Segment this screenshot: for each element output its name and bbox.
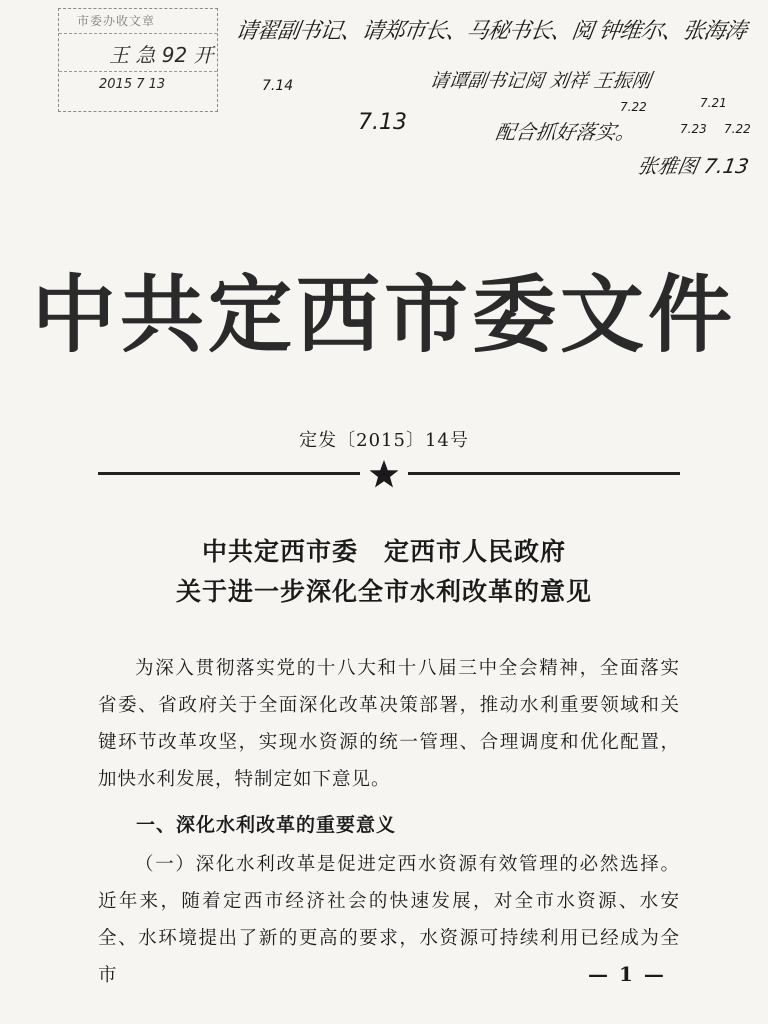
body-paragraph-1: 为深入贯彻落实党的十八大和十八届三中全会精神，全面落实省委、省政府关于全面深化改革决策部署，推动水利重要领域和关键环节改革攻坚，实现水资源的统一管理、合理调度和优化配置，加快水利发展，特制定如下意见。: [98, 658, 680, 790]
handwritten-date-5: 7.22: [724, 122, 751, 136]
handwritten-date-2: 7.13: [358, 110, 407, 135]
handwritten-line-1: 请翟副书记、请郑市长、马秘书长、阅 钟维尔、张海涛: [233, 19, 748, 44]
page-number: — 1 —: [588, 962, 666, 986]
body-paragraph-2: （一）深化水利改革是促进定西水资源有效管理的必然选择。近年来，随着定西市经济社会的快速发展，对全市水资源、水安全、水环境提出了新的更高的要求，水资源可持续利用已经成为全市: [98, 854, 680, 986]
handwritten-notes: [0, 0, 768, 200]
stamp-date: 2015 7 13: [99, 77, 166, 92]
handwritten-date-6: 7.21: [700, 96, 727, 110]
handwritten-date-3: 7.22: [620, 100, 647, 114]
star-icon: [368, 458, 400, 490]
handwritten-date-4: 7.23: [680, 122, 707, 136]
document-number: 定发〔2015〕14号: [299, 430, 469, 451]
handwritten-line-2: 请谭副书记阅 刘祥 王振刚: [428, 70, 653, 92]
handwritten-date-1: 7.14: [262, 78, 294, 94]
handwritten-signature: 张雅图 7.13: [635, 154, 751, 178]
document-title: 中共定西市委文件: [31, 266, 736, 364]
separator-left: [98, 472, 360, 475]
section-heading-1: 一、深化水利改革的重要意义: [136, 814, 397, 836]
subtitle-line-2: 关于进一步深化全市水利改革的意见: [175, 577, 592, 606]
separator-right: [408, 472, 680, 475]
stamp-number: 王 急 92 开: [109, 43, 214, 67]
handwritten-line-3: 配合抓好落实。: [494, 120, 638, 144]
subtitle-line-1: 中共定西市委 定西市人民政府: [201, 537, 566, 566]
stamp-header: 市委办收文章: [77, 14, 156, 28]
